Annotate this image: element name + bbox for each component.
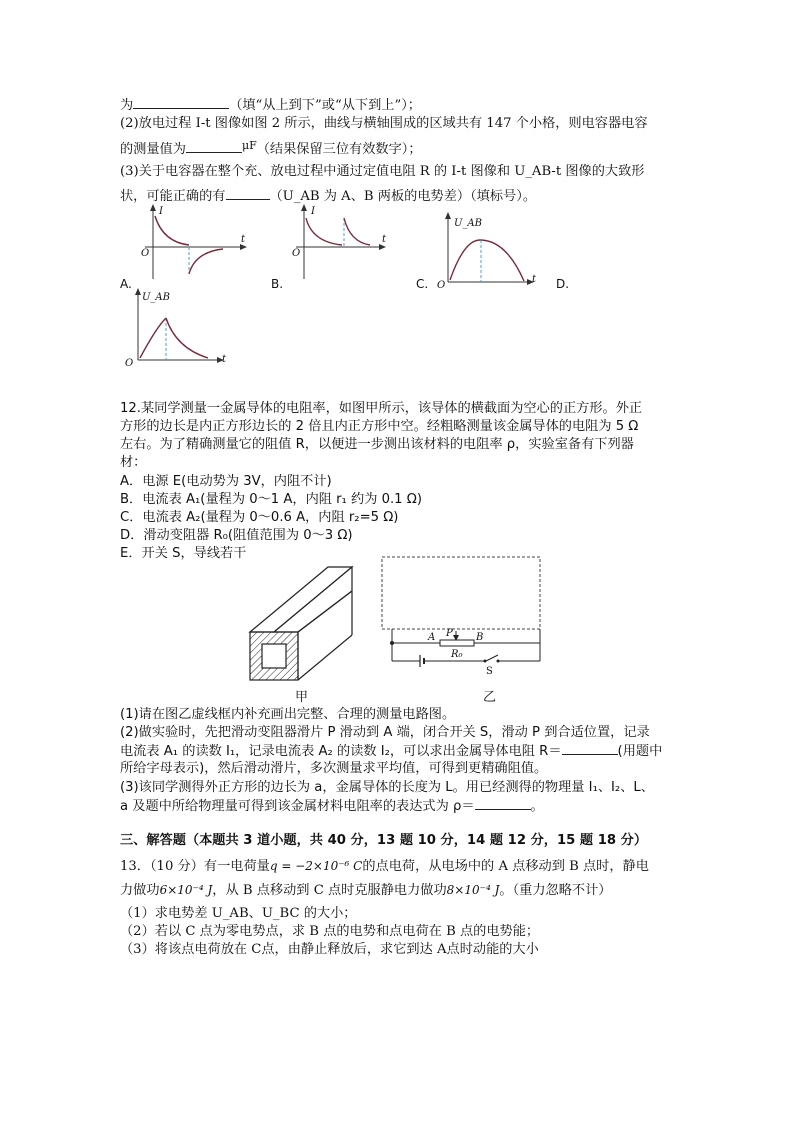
work-expression: 6×10⁻⁴ J bbox=[159, 883, 213, 897]
figure-yi-circuit bbox=[380, 555, 545, 675]
q13-sub1: （1）求电势差 U_AB、U_BC 的大小； bbox=[120, 906, 357, 921]
answer-blank[interactable] bbox=[133, 96, 229, 109]
q12-sub2b bbox=[120, 742, 662, 761]
q12-option-b: B．电流表 A₁(量程为 0～1 A，内阻 r₁ 约为 0.1 Ω) bbox=[120, 492, 422, 507]
q13-line-1 bbox=[120, 857, 649, 876]
work-expression: 8×10⁻⁴ J bbox=[446, 883, 500, 897]
unit: μF bbox=[241, 139, 257, 152]
q12-line: 12.某同学测量一金属导体的电阻率，如图甲所示，该导体的横截面为空心的正方形。外正 bbox=[120, 401, 643, 416]
svg-text:U_AB: U_AB bbox=[142, 292, 170, 303]
q13-line-2 bbox=[120, 881, 612, 900]
q13-sub2: （2）若以 C 点为零电势点，求 B 点的电势和点电荷在 B 点的电势能； bbox=[120, 924, 540, 939]
text-line: (2)放电过程 I-t 图像如图 2 所示，曲线与横轴围成的区域共有 147 个小格，则电容器电容 bbox=[120, 116, 648, 131]
answer-blank[interactable] bbox=[562, 742, 618, 755]
svg-text:U_AB: U_AB bbox=[454, 218, 482, 229]
q12-sub3b bbox=[120, 797, 544, 816]
text: ，从 B 点移动到 C 点时克服静电力做功 bbox=[212, 883, 447, 898]
text: 为 bbox=[120, 98, 134, 113]
text: 力做功 bbox=[120, 883, 160, 898]
text-line: (3)关于电容器在整个充、放电过程中通过定值电阻 R 的 I-t 图像和 U_AB-t 图像的大致形 bbox=[120, 164, 645, 179]
text: (用题中 bbox=[617, 744, 663, 759]
q13-sub3: （3）将该点电荷放在 C点，由静止释放后，求它到达 A点时动能的大小 bbox=[120, 942, 539, 957]
svg-text:P: P bbox=[446, 628, 453, 639]
charge-expression: q = −2×10⁻⁶ C bbox=[269, 859, 363, 873]
text-line bbox=[120, 96, 421, 115]
q12-option-d: D．滑动变阻器 R₀(阻值范围为 0～3 Ω) bbox=[120, 528, 353, 543]
svg-text:O: O bbox=[125, 358, 134, 369]
graph-c bbox=[432, 212, 542, 292]
svg-text:O: O bbox=[437, 280, 446, 291]
figure-jia-label: 甲 bbox=[295, 690, 309, 705]
q12-sub1: (1)请在图乙虚线框内补充画出完整、合理的测量电路图。 bbox=[120, 707, 456, 722]
text-line bbox=[120, 137, 422, 159]
graph-d bbox=[122, 288, 234, 368]
svg-text:t: t bbox=[241, 234, 246, 245]
text: （结果保留三位有效数字）； bbox=[256, 142, 422, 157]
q12-sub2c: 所给字母表示)，然后滑动滑片，多次测量求平均值，可得到更精确阻值。 bbox=[120, 761, 548, 776]
svg-text:t: t bbox=[532, 274, 537, 285]
svg-text:R₀: R₀ bbox=[451, 649, 463, 660]
answer-blank[interactable] bbox=[186, 140, 242, 153]
q12-option-e: E．开关 S，导线若干 bbox=[120, 546, 247, 561]
graph-b bbox=[286, 204, 406, 284]
text: 。 bbox=[530, 799, 544, 814]
figure-yi-label: 乙 bbox=[483, 690, 497, 705]
text: 的测量值为 bbox=[120, 142, 186, 157]
svg-text:A: A bbox=[428, 632, 436, 643]
text: （填“从上到下”或“从下到上”）； bbox=[229, 98, 421, 113]
q12-line: 左右。为了精确测量它的阻值 R，以便进一步测出该材料的电阻率 ρ，实验室备有下列器 bbox=[120, 437, 634, 452]
text: a 及题中所给物理量可得到该金属材料电阻率的表达式为 ρ＝ bbox=[120, 799, 475, 814]
text: 状，可能正确的有 bbox=[120, 189, 226, 204]
text: 的点电荷，从电场中的 A 点移动到 B 点时，静电 bbox=[362, 859, 649, 874]
q12-line: 材： bbox=[120, 455, 147, 470]
text: 电流表 A₁ 的读数 I₁，记录电流表 A₂ 的读数 I₂，可以求出金属导体电阻 R＝ bbox=[120, 744, 562, 759]
q12-sub3a: (3)该同学测得外正方形的边长为 a，金属导体的长度为 L。用已经测得的物理量 I₁、I₂、L、 bbox=[120, 780, 654, 795]
dashed-box bbox=[382, 557, 540, 629]
q12-option-c: C．电流表 A₂(量程为 0～0.6 A，内阻 r₂=5 Ω) bbox=[120, 510, 399, 525]
graph-a bbox=[135, 204, 255, 284]
figure-jia-hollow-bar bbox=[246, 565, 356, 700]
q12-line: 方形的边长是内正方形边长的 2 倍且内正方形中空。经粗略测量该金属导体的电阻为 5 Ω bbox=[120, 419, 639, 434]
svg-text:t: t bbox=[382, 234, 387, 245]
svg-text:O: O bbox=[141, 248, 150, 259]
option-b-label: B. bbox=[271, 277, 284, 291]
svg-text:t: t bbox=[222, 354, 227, 365]
text: 13．（10 分）有一电荷量 bbox=[120, 859, 270, 874]
answer-blank[interactable] bbox=[475, 797, 531, 810]
answer-blank[interactable] bbox=[226, 187, 270, 200]
q12-sub2a: (2)做实验时，先把滑动变阻器滑片 P 滑动到 A 端，闭合开关 S，滑动 P 到合适位置，记录 bbox=[120, 725, 650, 740]
svg-text:B: B bbox=[476, 632, 484, 643]
svg-text:I: I bbox=[159, 206, 163, 217]
section-3-title: 三、解答题（本题共 3 道小题，共 40 分，13 题 10 分，14 题 12 分，15 题 18 分） bbox=[120, 833, 648, 848]
svg-text:O: O bbox=[292, 248, 301, 259]
option-a-label: A. bbox=[120, 277, 132, 291]
svg-text:S: S bbox=[486, 666, 493, 677]
q12-option-a: A．电源 E(电动势为 3V，内阻不计) bbox=[120, 474, 332, 489]
option-d-label: D. bbox=[556, 277, 570, 291]
text: 。（重力忽略不计） bbox=[499, 883, 612, 898]
text: （U_AB 为 A、B 两板的电势差）（填标号）。 bbox=[269, 189, 537, 204]
svg-text:I: I bbox=[311, 206, 315, 217]
option-c-label: C. bbox=[416, 277, 429, 291]
